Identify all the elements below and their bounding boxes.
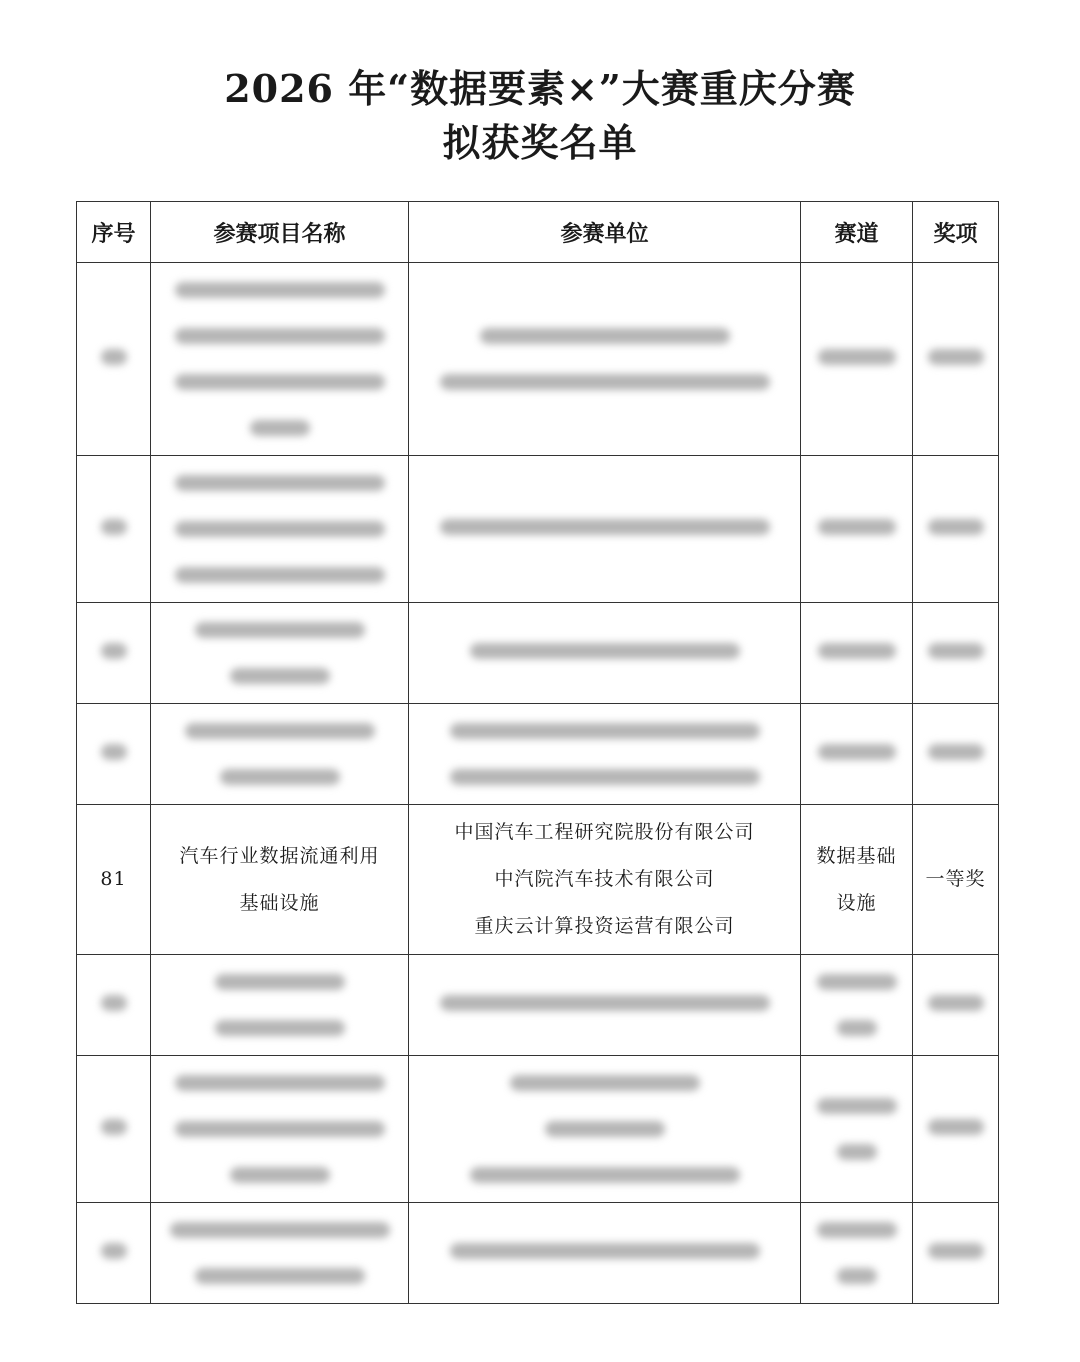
header-project-name: 参赛项目名称 xyxy=(151,202,409,263)
header-index: 序号 xyxy=(77,202,151,263)
table-row-blurred xyxy=(77,456,999,603)
track-line: 设施 xyxy=(836,891,877,914)
table-header-row xyxy=(77,202,999,263)
unit-line: 中国汽车工程研究院股份有限公司 xyxy=(454,821,755,843)
row-project-name xyxy=(151,805,409,955)
unit-line: 中汽院汽车技术有限公司 xyxy=(494,868,715,890)
page-subtitle: 拟获奖名单 xyxy=(442,120,638,165)
project-name-line: 基础设施 xyxy=(239,891,320,914)
row-award: 一等奖 xyxy=(913,805,999,955)
table-row-highlighted xyxy=(77,805,999,955)
table-row-blurred xyxy=(77,704,999,805)
project-name-line: 汽车行业数据流通利用 xyxy=(179,844,380,867)
table-row-blurred xyxy=(77,1056,999,1203)
header-unit: 参赛单位 xyxy=(409,202,801,263)
header-track: 赛道 xyxy=(801,202,913,263)
table-row-blurred xyxy=(77,955,999,1056)
unit-line: 重庆云计算投资运营有限公司 xyxy=(474,915,735,937)
row-units xyxy=(409,805,801,955)
header-award: 奖项 xyxy=(913,202,999,263)
award-table xyxy=(76,201,999,1304)
table-row-blurred xyxy=(77,1203,999,1304)
table-row-blurred xyxy=(77,263,999,456)
row-track xyxy=(801,805,913,955)
row-index: 81 xyxy=(77,805,151,955)
table-row-blurred xyxy=(77,603,999,704)
track-line: 数据基础 xyxy=(816,844,897,867)
page-title: 2026 年“数据要素×”大赛重庆分赛 xyxy=(224,66,856,111)
